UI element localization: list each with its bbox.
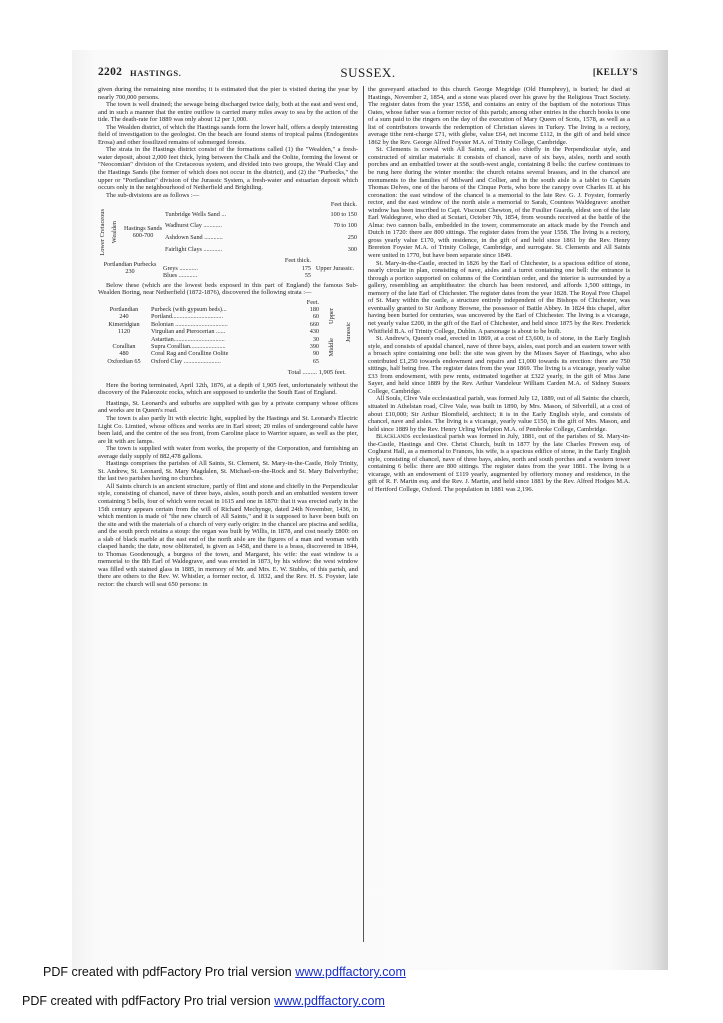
epoch-label: Middle — [328, 337, 336, 357]
paragraph: The town is well drained; the sewage being discharged twice daily, both at the east and west end, and in such a manner that the entire outflow is carried many miles away to sea by the action of the tide. The death-rate for 1889 was only about 12 per 1,000. — [98, 101, 358, 124]
purbeck-strata-table — [98, 257, 358, 279]
running-head-county: SUSSEX. — [340, 65, 396, 80]
unit-header: Feet thick. — [284, 257, 311, 265]
group-name — [98, 336, 150, 343]
period-label: Jurassic — [345, 321, 352, 343]
paragraph: St. Mary-in-the-Castle, erected in 1826 by the Earl of Chichester, is a spacious edifice of stone, nearly circular in plan, consisting of nave, aisles and a turret containing one bell: the entrance is through a portico supported on columns of the Corinthian order, and the interior is surrounded by a gallery, resembling an amphitheatre: the church has been restored, and affords 1,500 sittings, in memory of the late Earl of Chichester. The register dates from the year 1828. The Royal Free Chapel of St. Mary within the castle, a structure entirely independent of the Bishops of Chichester, was eventually granted to Sir Anthony Browne, the possessor of Battle Abbey. In 1824 this chapel, after having been buried for centuries, was uncovered by the Earl of Chichester. The living is a vicarage, net yearly value £200, in the gift of the Earl of Chichester, and held since 1875 by the Rev. Frederick Whitfield B.A. of Trinity College, Dublin. A parsonage is about to be built. — [368, 259, 630, 335]
group-label: Lower Cretaceous — [99, 208, 106, 256]
boring-strata-table — [98, 299, 358, 366]
stratum-value: 390 — [309, 343, 319, 351]
group-total: 230 — [125, 268, 135, 276]
stratum-name: Oxford Clay ........................ — [151, 357, 221, 365]
column-divider — [363, 86, 364, 942]
paragraph: The sub-divisions are as follows :— — [106, 191, 200, 199]
paragraph: The town is also partly lit with electric light, supplied by the Hastings and St. Leonard's Electric Light Co. Limited, whose offices and works are in Earl street; 20 miles of underground cable have been laid, and the centre of the sea front, from Caroline place to Warrior square, as well as the pier, are lit with arc lamps. — [98, 414, 358, 445]
epoch-label: Upper — [328, 307, 336, 324]
running-head-place: HASTINGS. — [130, 68, 182, 78]
stratum-name: Portland................................. — [151, 313, 224, 321]
page-header — [98, 66, 638, 82]
stratum-value: 30 — [312, 335, 319, 343]
paragraph: The Wealden district, of which the Hastings sands form the lower half, offers a deeply interesting field of investigation to the geologist. On the beach are found stems of tropical palms (Endogenites Erosa) and other fossilized remains of submerged forests. — [98, 123, 358, 146]
stratum-name: Supra Corallian....................... — [151, 343, 226, 351]
pdffactory-link[interactable]: www.pdffactory.com — [274, 994, 385, 1008]
paragraph: The strata in the Hastings district consist of the formations called (1) the "Wealden," a fresh-water deposit, about 2,000 feet thick, lying between the Chalk and the Oolite, forming the lowest or "Neocomian" division of the Cretaceous system, and divided into two groups, the Weald Clay and the Hastings Sands (the former of which does not occur in the district), and (2) the "Purbecks," the upper or "Portlandian" division of the Jurassic System, a fresh-water and estuarian deposit which occurs only in the neighbourhood of Netherfield and Brightling. — [98, 146, 358, 192]
unit-header: Feet thick. — [330, 201, 357, 209]
stratum-value: 430 — [309, 328, 319, 336]
stratum-value: 175 — [301, 264, 311, 272]
total-label: Total ......... — [287, 369, 318, 377]
stratum-name: Purbeck (with gypsum beds)... — [151, 306, 227, 313]
stratum-value: 180 — [309, 306, 319, 313]
stratum-value: 90 — [312, 350, 319, 358]
paragraph: the graveyard attached to this church George Megridge (Old Humphrey), is buried; he died at Hastings, November 2, 1854, and a stone was placed over his grave by the Religious Tract Society. The register dates from the year 1558, and contains an entry of the baptism of the notorious Titus Oates, whose father was a former rector of this parish; among other entries in the church books is one of a sum paid to the ringers on the day of the execution of Mary Queen of Scots, 1578, as well as a list of contributors towards the redemption of Christian slaves in Turkey. The living is a rectory, average tithe rent-charge £71, with glebe, value £64, net income £112, in the gift of and held since 1862 by the Rev. George Alfred Foyster M.A. of Trinity College, Cambridge. — [368, 86, 630, 146]
paragraph: Below these (which are the lowest beds exposed in this part of England) the famous Sub-Wealden Boring, near Netherfield (1872-1876), discovered the following strata :— — [98, 281, 358, 297]
stratum-value: 65 — [312, 357, 319, 365]
stratum-value: 70 to 100 — [333, 222, 357, 230]
stratum-value: 100 to 150 — [330, 210, 357, 218]
strata-total — [98, 369, 358, 377]
parish-name: Blacklands — [376, 433, 411, 441]
stratum-value: 300 — [347, 245, 357, 253]
stratum-name: Tunbridge Wells Sand ... — [165, 210, 227, 218]
paragraph: The town is supplied with water from works, the property of the Corporation, and furnishing an average daily supply of 882,478 gallons. — [98, 445, 358, 460]
stratum-name: Bolonian .................................. — [151, 320, 228, 328]
group-name: Oxfordian 65 — [107, 357, 141, 365]
paragraph: Here the boring terminated, April 12th, 1876, at a depth of 1,905 feet, unfortunately without the discovery of the Palæozoic rocks, which are supposed to underlie the South East of England. — [98, 381, 358, 397]
stratum-value: 660 — [309, 320, 319, 328]
stratum-name: Coral Rag and Coralline Oolite — [151, 350, 229, 358]
paragraph-body: ecclesiastical parish was formed in July, 1881, out of the parishes of St. Mary-in-the-Castle, Hastings and Ore. Christ Church, built in 1877 by the late Charles Frewen esq. of Coghurst Hall, as a memorial to Frances, his wife, is a spacious edifice of stone, in the Early English style, consisting of chancel, nave of three bays, aisles, north and south porches and a western tower containing 6 bells: there are 800 sittings. The register dates from the year 1881. The living is a vicarage, with an endowment of £119 yearly, augmented by offertory money and residence, in the gift of R. F. Martin esq. and the Rev. J. Martin, and held since 1881 by the Rev. Alfred Hodges M.A. of Hertford College, Oxford. The population in 1881 was 2,196. — [368, 433, 630, 493]
paragraph — [368, 433, 630, 493]
stratum-name: Fairlight Clays ............ — [165, 245, 223, 253]
total-value: 1,905 feet. — [318, 369, 346, 377]
stratum-name: Astartian................................. — [151, 335, 225, 343]
paragraph: St. Andrew's, Queen's road, erected in 1869, at a cost of £3,600, is of stone, in the Early English style, and consists of apsidal chancel, nave of three bays, aisles, east porch and an eastern tower with a broach spire containing one bell: the site was given by the Misses Sayer of Hastings, who also contributed £1,250 towards endowment and repairs and £1,000 towards its erection: there are 750 sittings, half being free. The register dates from the year 1869. The living is a vicarage, yearly value £33 from endowment, with pew rents, estimated together at £322 yearly, in the gift of Miss Jane Sayer, and held since 1889 by the Rev. Arthur Vandeleur William Carden M.A. of Sidney Sussex College, Cambridge. — [368, 335, 630, 395]
group-name: 480 — [119, 350, 129, 358]
stratum-value: 55 — [304, 272, 311, 280]
group-name: 240 — [119, 313, 129, 321]
group-name: Kimeridgian — [108, 320, 140, 328]
stratum-name: Ashdown Sand ............ — [165, 234, 223, 242]
group-name: Hastings Sands — [124, 224, 162, 232]
paragraph: Hastings comprises the parishes of All Saints, St. Clement, St. Mary-in-the-Castle, Holy Trinity, St. Andrew, St. Leonard, St. Mary Magdalen, St. Michael-on-the-Rock and St. Mary Bulverhythe; the last two parishes having no churches. — [98, 460, 358, 483]
group-name: Portlandian — [109, 306, 139, 313]
stratum-name: Greys ............ — [163, 264, 198, 272]
unit-header: Feet. — [306, 298, 319, 306]
stratum-name: Wadhurst Clay ............ — [165, 222, 222, 230]
stratum-value: 60 — [312, 313, 319, 321]
right-column — [368, 86, 630, 494]
group-range: 600-700 — [132, 231, 154, 239]
stratum-name: Virgulian and Pterocerian ...... — [151, 328, 226, 336]
group-name: 1120 — [117, 328, 131, 336]
pdffactory-link[interactable]: www.pdffactory.com — [295, 965, 406, 979]
pdf-watermark — [22, 994, 385, 1008]
group-name: Portlandian Purbecks — [103, 260, 157, 268]
paragraph: given during the remaining nine months; it is estimated that the pier is visited during the year by nearly 700,000 persons. — [98, 86, 358, 101]
paragraph: St. Clements is coeval with All Saints, and is also chiefly in the Perpendicular style, and constructed of similar materials: it consists of chancel, nave of six bays, aisles, north and south porches and an embattled tower at the south-west angle, containing 8 bells: the curfew continues to be rung here during the winter months: the church retains several brasses, and in the chancel are monuments to the families of Milward and Collier, and in the south aisle is a tablet to Captain Thomas Delves, one of the barons of the Cinque Ports, who bore the canopy over Charles II. at his coronation: the east window of the chancel is a memorial to the late Rev. G. J. Foyster, formerly rector, and the east window of the north aisle a memorial to Sarah, Countess Waldegrave: another window has been inscribed to Capt. Viscount Chewton, of the Fusilier Guards, eldest son of the late Earl Waldegrave, who died at Scutari, October 7th, 1854, from wounds received at the battle of the Alma: two cannon balls, embedded in the tower, commemorate an attack made by the French and Dutch in 1720: there are 800 sittings. The register dates from the year 1558. The living is a rectory, gross yearly value £170, with residence, in the gift of and held since 1861 by the Rev. Henry Brereton Foyster M.A. of Trinity College, Cambridge, and surrogate. St. Clements and All Saints were united in 1770, but have been separate since 1849. — [368, 146, 630, 260]
group-label: Wealden — [111, 220, 118, 244]
page-number: 2202 — [98, 66, 123, 78]
group-name: Corallian — [112, 343, 136, 351]
paragraph: Hastings, St. Leonard's and suburbs are supplied with gas by a private company whose offices and works are in Queen's road. — [98, 399, 358, 415]
paragraph: All Saints church is an ancient structure, partly of flint and stone and chiefly in the Perpendicular style, consisting of chancel, nave of three bays, aisles, south porch and an embattled western tower containing 5 bells, four of which were recast in 1615 and one in 1870: that it was erected early in the 15th century appears certain from the will of Richard Mechynge, dated 24th November, 1436, in which mention is made of "the new church of All Saints," and it is supposed to have been built on the site and with the materials of a church of very early origin: in the chancel are piscina and sedilia, and the south porch retains a stoup: the organ was built by Willis, in 1878, and cost nearly £800: on a slab of black marble at the east end of the north aisle are the figures of a man and woman with clasped hands; the date, now obliterated, is given as 1458, and there is a brass, discovered in 1844, to Thomas Goodenough, a burgess of the town, and Margaret, his wife: the east window is a memorial to the 8th Earl of Waldegrave, and was erected in 1873, by his widow: the west window was filled with stained glass in 1885, in memory of Mr. and Mrs. E. W. Stubbs, of this parish, and there are others to the Rev. W. Whistler, a former rector, d. 1832, and the Rev. H. S. Foyster, late rector: the church will seat 650 persons: in — [98, 482, 358, 589]
stratum-name: Blues ............ — [163, 272, 198, 280]
pdf-watermark — [43, 965, 406, 979]
watermark-text: PDF created with pdfFactory Pro trial version — [22, 994, 275, 1008]
running-head-publisher: [KELLY'S — [592, 67, 638, 77]
epoch-label: Upper Jurassic. — [315, 264, 355, 272]
left-column — [98, 86, 358, 589]
stratum-value: 250 — [347, 234, 357, 242]
watermark-text: PDF created with pdfFactory Pro trial version — [43, 965, 296, 979]
paragraph: All Souls, Clive Vale ecclesiastical parish, was formed July 12, 1889, out of all Saints: the church, situated in Athelstan road, Clive Vale, was built in 1890, by Mrs. Mason, of Silverhill, at a cost of about £10,000; Sir Arthur Blomfield, architect; it is in the Early English style, and consists of chancel, nave and aisles. The living is a vicarage, yearly value £150, in the gift of Mrs. Mason, and held since 1889 by the Rev. Henry Urling Whelpton M.A. of Pembroke College, Cambridge. — [368, 395, 630, 433]
wealden-strata-table — [98, 201, 358, 255]
